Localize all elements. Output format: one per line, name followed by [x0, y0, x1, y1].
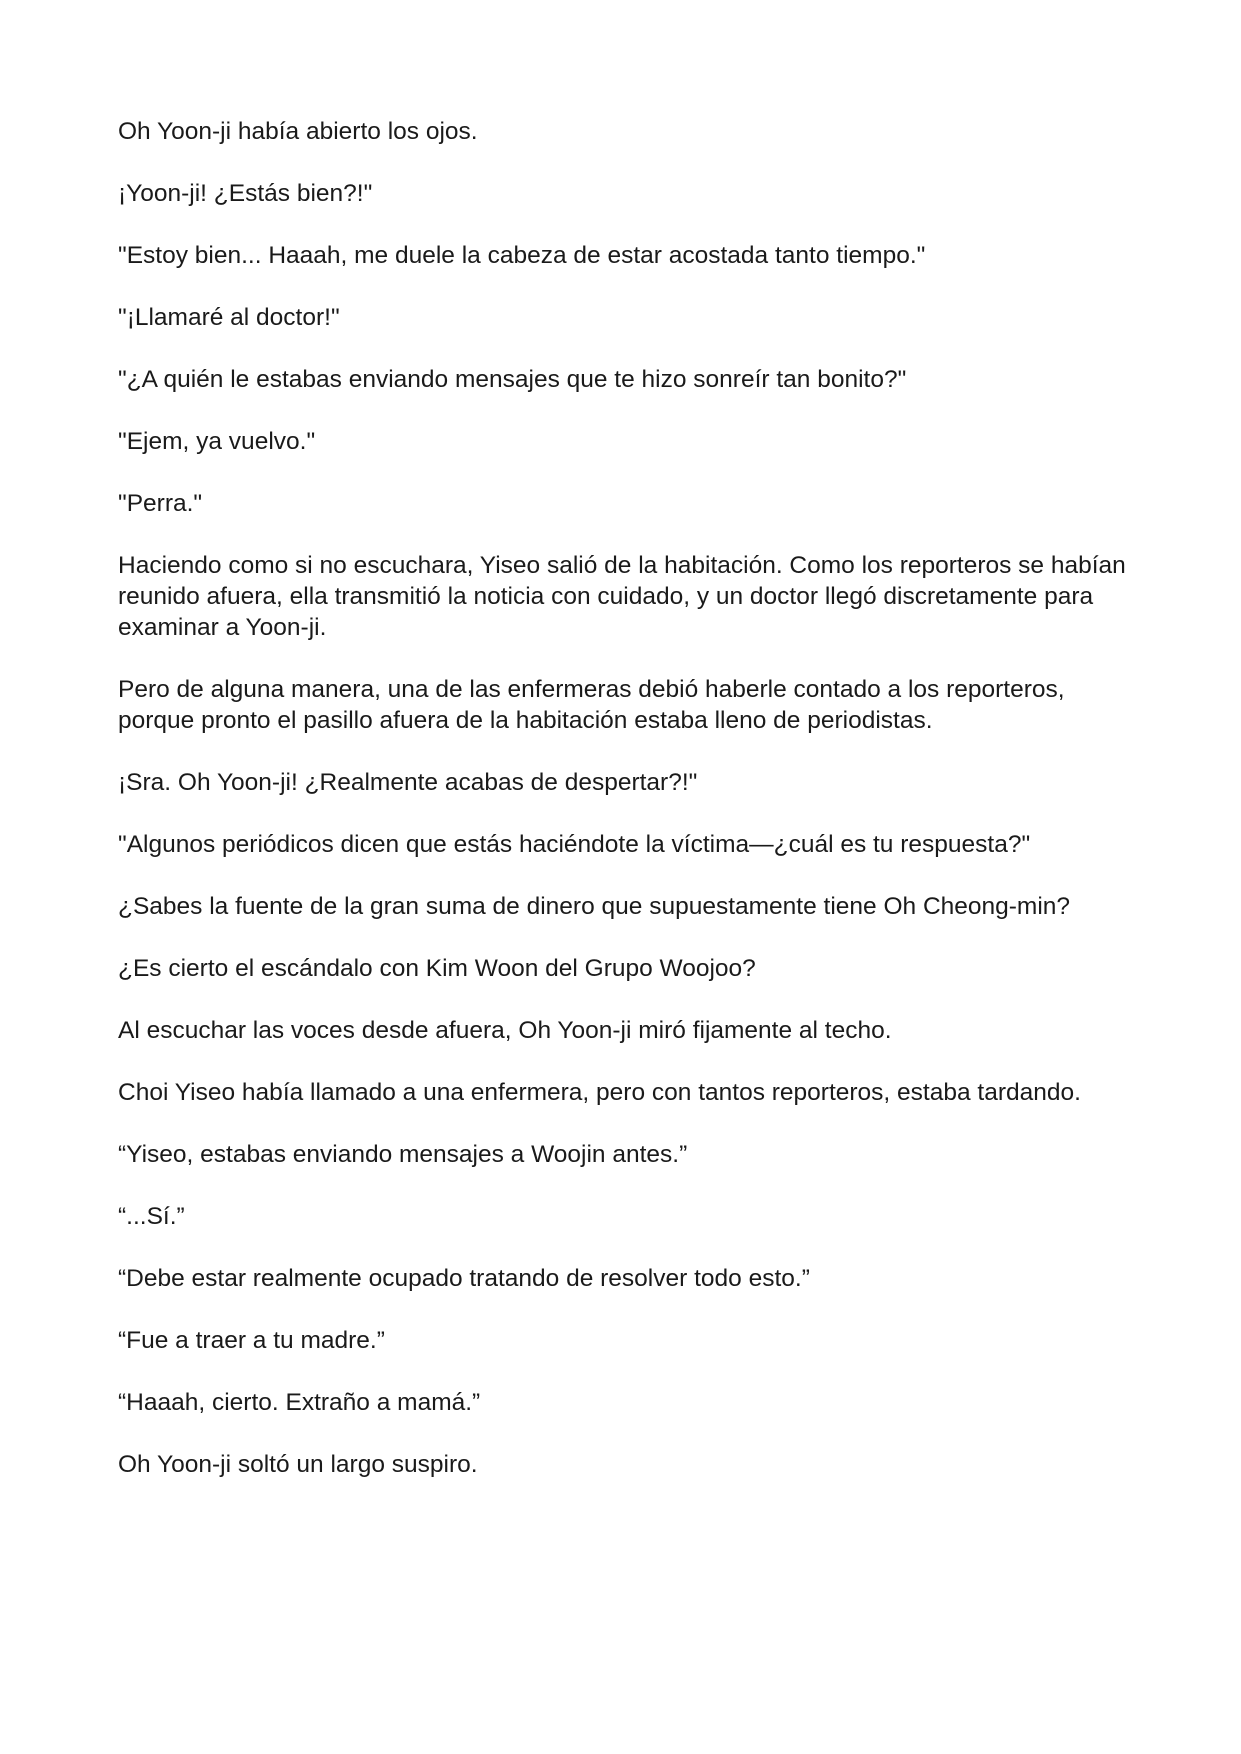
paragraph: ¡Yoon-ji! ¿Estás bien?!"	[118, 180, 373, 207]
paragraph: "¿A quién le estabas enviando mensajes que te hizo sonreír tan bonito?"	[118, 366, 907, 393]
paragraph: "Perra."	[118, 490, 203, 517]
paragraph: "Ejem, ya vuelvo."	[118, 428, 316, 455]
paragraph: Choi Yiseo había llamado a una enfermera, pero con tantos reporteros, estaba tardando.	[118, 1079, 1081, 1106]
paragraph: "Estoy bien... Haaah, me duele la cabeza de estar acostada tanto tiempo."	[118, 242, 926, 269]
paragraph: ¿Sabes la fuente de la gran suma de dinero que supuestamente tiene Oh Cheong-min?	[118, 893, 1071, 920]
paragraph: “Debe estar realmente ocupado tratando de resolver todo esto.”	[118, 1265, 810, 1292]
paragraph: "Algunos periódicos dicen que estás haciéndote la víctima—¿cuál es tu respuesta?"	[118, 831, 1031, 858]
paragraph: “...Sí.”	[118, 1203, 185, 1230]
paragraph: Oh Yoon-ji soltó un largo suspiro.	[118, 1451, 478, 1478]
paragraph: Pero de alguna manera, una de las enfermeras debió haberle contado a los reporteros, porque pronto el pasillo afuera de la habitación estaba lleno de periodistas.	[118, 676, 1065, 734]
paragraph: “Yiseo, estabas enviando mensajes a Woojin antes.”	[118, 1141, 688, 1168]
paragraph: "¡Llamaré al doctor!"	[118, 304, 340, 331]
paragraph: “Fue a traer a tu madre.”	[118, 1327, 385, 1354]
paragraph: ¿Es cierto el escándalo con Kim Woon del Grupo Woojoo?	[118, 955, 756, 982]
paragraph: Oh Yoon-ji había abierto los ojos.	[118, 118, 478, 145]
paragraph: ¡Sra. Oh Yoon-ji! ¿Realmente acabas de despertar?!"	[118, 769, 698, 796]
paragraph: “Haaah, cierto. Extraño a mamá.”	[118, 1389, 481, 1416]
paragraph: Haciendo como si no escuchara, Yiseo salió de la habitación. Como los reporteros se habían reunido afuera, ella transmitió la noticia con cuidado, y un doctor llegó discretamente para examinar a Yoon-ji.	[118, 552, 1126, 641]
document-body	[118, 116, 1128, 1511]
paragraph: Al escuchar las voces desde afuera, Oh Yoon-ji miró fijamente al techo.	[118, 1017, 892, 1044]
